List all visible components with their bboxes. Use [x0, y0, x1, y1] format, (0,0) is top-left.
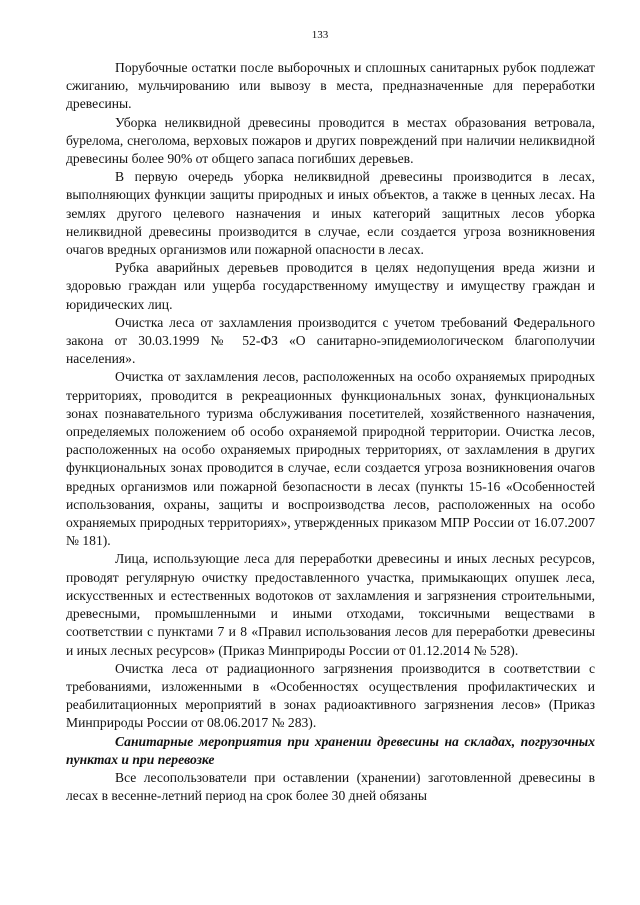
paragraph: Очистка от захламления лесов, расположенных на особо охраняемых природных территориях, проводится в рекреационных функциональных зонах, функциональных зонах познавательного туризма обслуживания посетителей, хозяйственного назначения, определяемых положением об особо охраняемой природной территории. Очистка лесов, расположенных на особо охраняемых природных территориях, от захламления в других функциональных зонах проводится в случае, если создается угроза возникновения очагов вредных организмов или пожарной безопасности в лесах (пункты 15-16 «Особенностей использования, охраны, защиты и воспроизводства лесов, расположенных на особо охраняемых природных территориях», утвержденных приказом МПР России от 16.07.2007 № 181). [66, 369, 595, 549]
document-body [66, 59, 595, 805]
paragraph: Порубочные остатки после выборочных и сплошных санитарных рубок подлежат сжиганию, мульчированию или вывозу в места, предназначенные для переработки древесины. [66, 60, 595, 112]
paragraph: Рубка аварийных деревьев проводится в целях недопущения вреда жизни и здоровью граждан или ущерба государственному имуществу и имуществу граждан и юридических лиц. [66, 260, 595, 312]
paragraph: Лица, использующие леса для переработки древесины и иных лесных ресурсов, проводят регулярную очистку предоставленного участка, примыкающих опушек леса, искусственных и естественных водотоков от захламления и загрязнения строительными, древесными, промышленными и иными отходами, токсичными веществами в соответствии с пунктами 7 и 8 «Правил использования лесов для переработки древесины и иных лесных ресурсов» (Приказ Минприроды России от 01.12.2014 № 528). [66, 551, 595, 658]
page-number: 133 [311, 29, 329, 41]
paragraph: Очистка леса от радиационного загрязнения производится в соответствии с требованиями, изложенными в «Особенностях осуществления профилактических и реабилитационных мероприятий в зонах радиоактивного загрязнения лесов» (Приказ Минприроды России от 08.06.2017 № 283). [66, 660, 595, 731]
section-heading: Санитарные мероприятия при хранении древесины на складах, погрузочных пунктах и при перевозке [66, 733, 595, 767]
paragraph: Все лесопользователи при оставлении (хранении) заготовленной древесины в лесах в весенне-летний период на срок более 30 дней обязаны [66, 769, 595, 804]
paragraph: Очистка леса от захламления производится с учетом требований Федерального закона от 30.03.1999 № 52-ФЗ «О санитарно-эпидемиологическом благополучии населения». [66, 314, 595, 367]
paragraph: В первую очередь уборка неликвидной древесины производится в лесах, выполняющих функции защиты природных и иных объектов, а также в ценных лесах. На землях другого целевого назначения и иных категорий защитных лесов уборка неликвидной древесины производится в случае, если создается угроза возникновения очагов вредных организмов или пожарной опасности в лесах. [66, 169, 595, 258]
paragraph: Уборка неликвидной древесины проводится в местах образования ветровала, бурелома, снеголома, верховых пожаров и других повреждений при наличии неликвидной древесины более 90% от общего запаса погибших деревьев. [66, 114, 595, 167]
